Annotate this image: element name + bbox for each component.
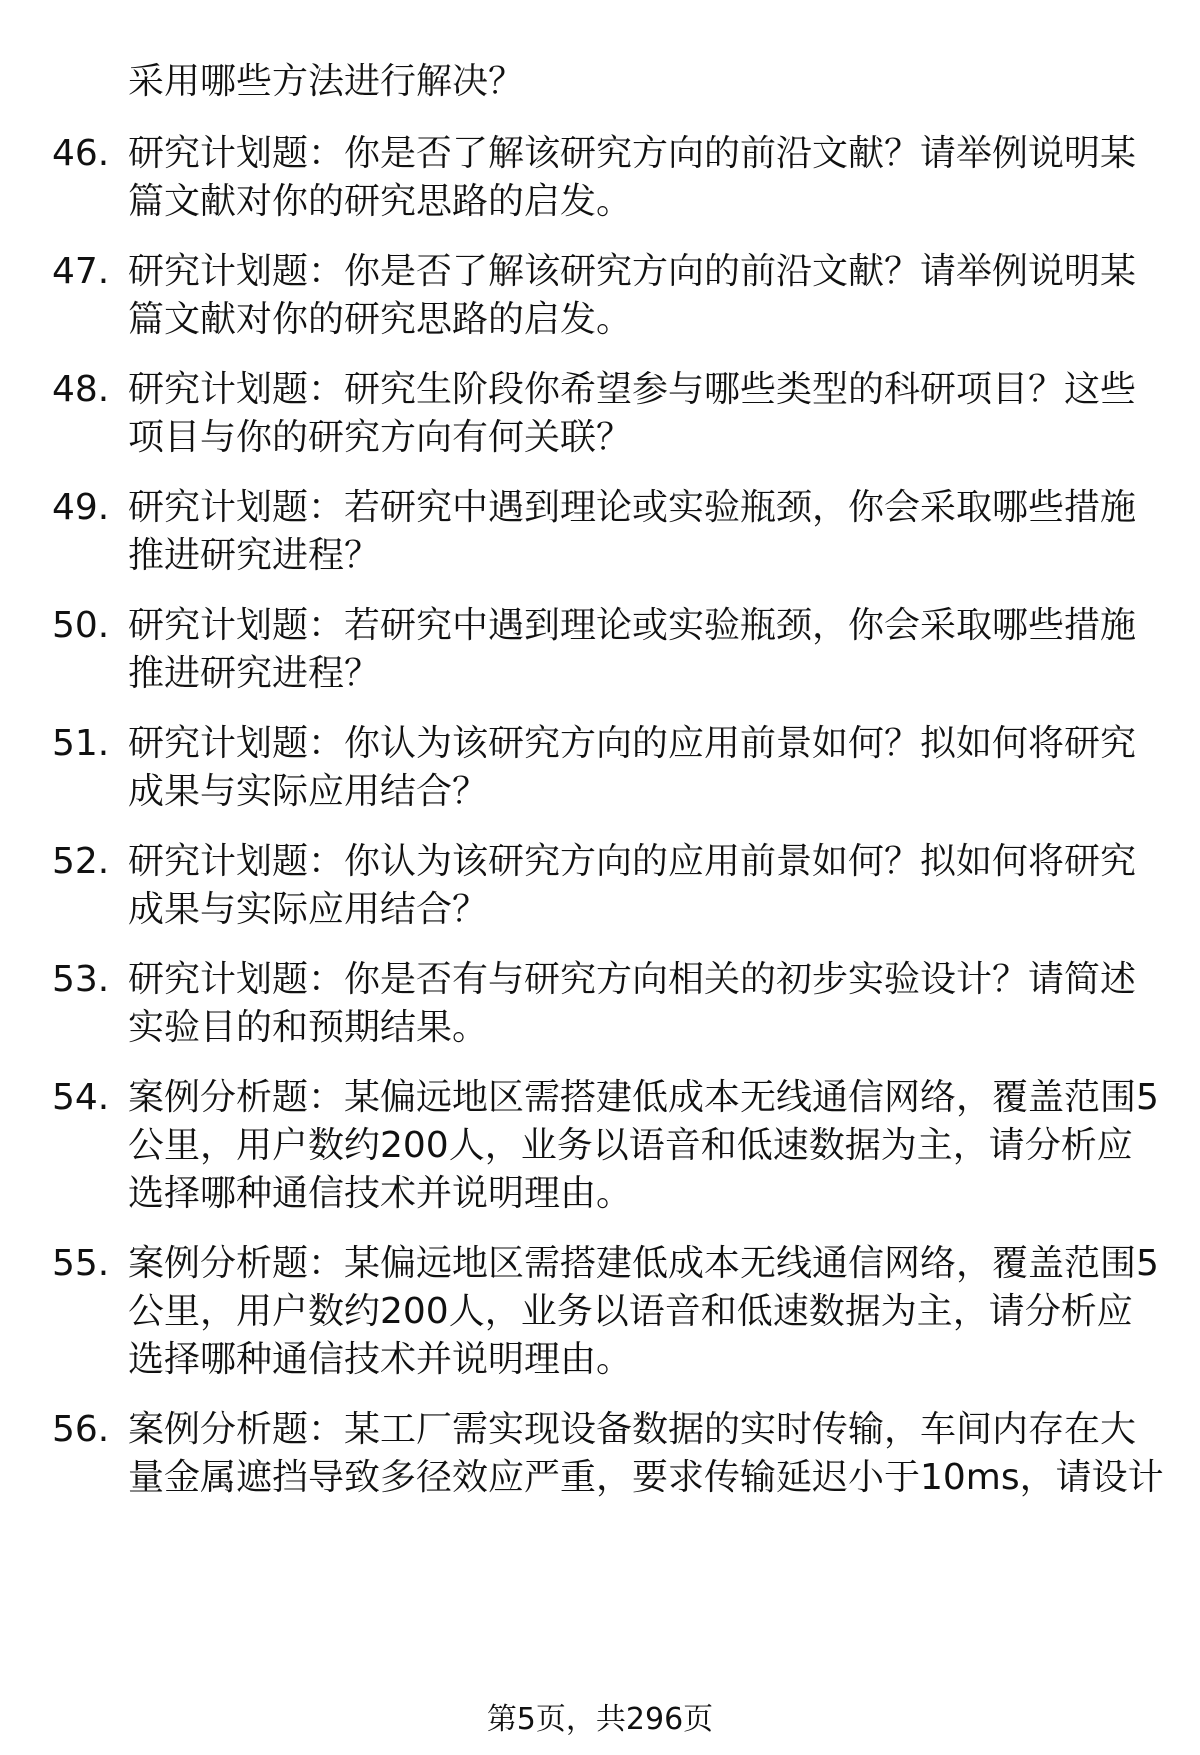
item-text: [128, 1240, 1172, 1384]
item-text: [128, 720, 1172, 816]
list-item: [52, 1074, 1172, 1218]
item-text-line: 推进研究进程？: [128, 653, 381, 694]
item-text-line: 选择哪种通信技术并说明理由。: [128, 1339, 633, 1380]
item-text-line: 研究计划题：你是否了解该研究方向的前沿文献？请举例说明某: [128, 251, 1137, 292]
item-text-line: 公里，用户数约200人，业务以语音和低速数据为主，请分析应: [128, 1125, 1133, 1166]
item-text-line: 推进研究进程？: [128, 535, 381, 576]
item-number: 49.: [52, 487, 110, 528]
item-text: [128, 956, 1172, 1052]
list-item: [52, 602, 1172, 698]
item-number: 48.: [52, 369, 110, 410]
item-text-line: 项目与你的研究方向有何关联？: [128, 417, 633, 458]
item-text-line: 篇文献对你的研究思路的启发。: [128, 299, 633, 340]
item-text: [128, 838, 1172, 934]
list-item: [52, 248, 1172, 344]
item-text-line: 案例分析题：某偏远地区需搭建低成本无线通信网络，覆盖范围5: [128, 1077, 1159, 1118]
item-text-line: 实验目的和预期结果。: [128, 1007, 489, 1048]
item-text-line: 成果与实际应用结合？: [128, 889, 489, 930]
item-number: 50.: [52, 605, 110, 646]
item-text-line: 选择哪种通信技术并说明理由。: [128, 1173, 633, 1214]
item-text: [128, 602, 1172, 698]
item-text-line: 研究计划题：你认为该研究方向的应用前景如何？拟如何将研究: [128, 723, 1137, 764]
item-number: 56.: [52, 1409, 110, 1450]
item-text-line: 研究计划题：你是否有与研究方向相关的初步实验设计？请简述: [128, 959, 1137, 1000]
page-footer: 第5页，共296页: [486, 1702, 714, 1737]
item-text-line: 量金属遮挡导致多径效应严重，要求传输延迟小于10ms，请设计: [128, 1457, 1164, 1498]
list-item: [52, 366, 1172, 462]
item-text-line: 研究计划题：若研究中遇到理论或实验瓶颈，你会采取哪些措施: [128, 605, 1137, 646]
item-number: 54.: [52, 1077, 110, 1118]
item-text: [128, 1074, 1172, 1218]
item-text-line: 成果与实际应用结合？: [128, 771, 489, 812]
list-item: [52, 1406, 1172, 1502]
item-number: 53.: [52, 959, 110, 1000]
item-text-line: 研究计划题：你认为该研究方向的应用前景如何？拟如何将研究: [128, 841, 1137, 882]
item-text-line: 篇文献对你的研究思路的启发。: [128, 181, 633, 222]
item-number: 46.: [52, 133, 110, 174]
list-item: [52, 956, 1172, 1052]
list-item: [52, 838, 1172, 934]
continued-text-line: 采用哪些方法进行解决？: [128, 61, 525, 102]
list-item: [52, 720, 1172, 816]
list-item: [52, 130, 1172, 226]
item-number: 51.: [52, 723, 110, 764]
item-number: 52.: [52, 841, 110, 882]
list-item: [52, 484, 1172, 580]
item-text: [128, 366, 1172, 462]
list-item: [52, 1240, 1172, 1384]
item-text-line: 研究计划题：你是否了解该研究方向的前沿文献？请举例说明某: [128, 133, 1137, 174]
item-text-line: 公里，用户数约200人，业务以语音和低速数据为主，请分析应: [128, 1291, 1133, 1332]
item-text: [128, 130, 1172, 226]
item-text-line: 案例分析题：某工厂需实现设备数据的实时传输，车间内存在大: [128, 1409, 1137, 1450]
item-text: [128, 248, 1172, 344]
item-text-line: 研究计划题：研究生阶段你希望参与哪些类型的科研项目？这些: [128, 369, 1137, 410]
item-text-line: 研究计划题：若研究中遇到理论或实验瓶颈，你会采取哪些措施: [128, 487, 1137, 528]
item-number: 47.: [52, 251, 110, 292]
item-text: [128, 484, 1172, 580]
item-text-line: 案例分析题：某偏远地区需搭建低成本无线通信网络，覆盖范围5: [128, 1243, 1159, 1284]
item-text: [128, 1406, 1172, 1502]
item-number: 55.: [52, 1243, 110, 1284]
